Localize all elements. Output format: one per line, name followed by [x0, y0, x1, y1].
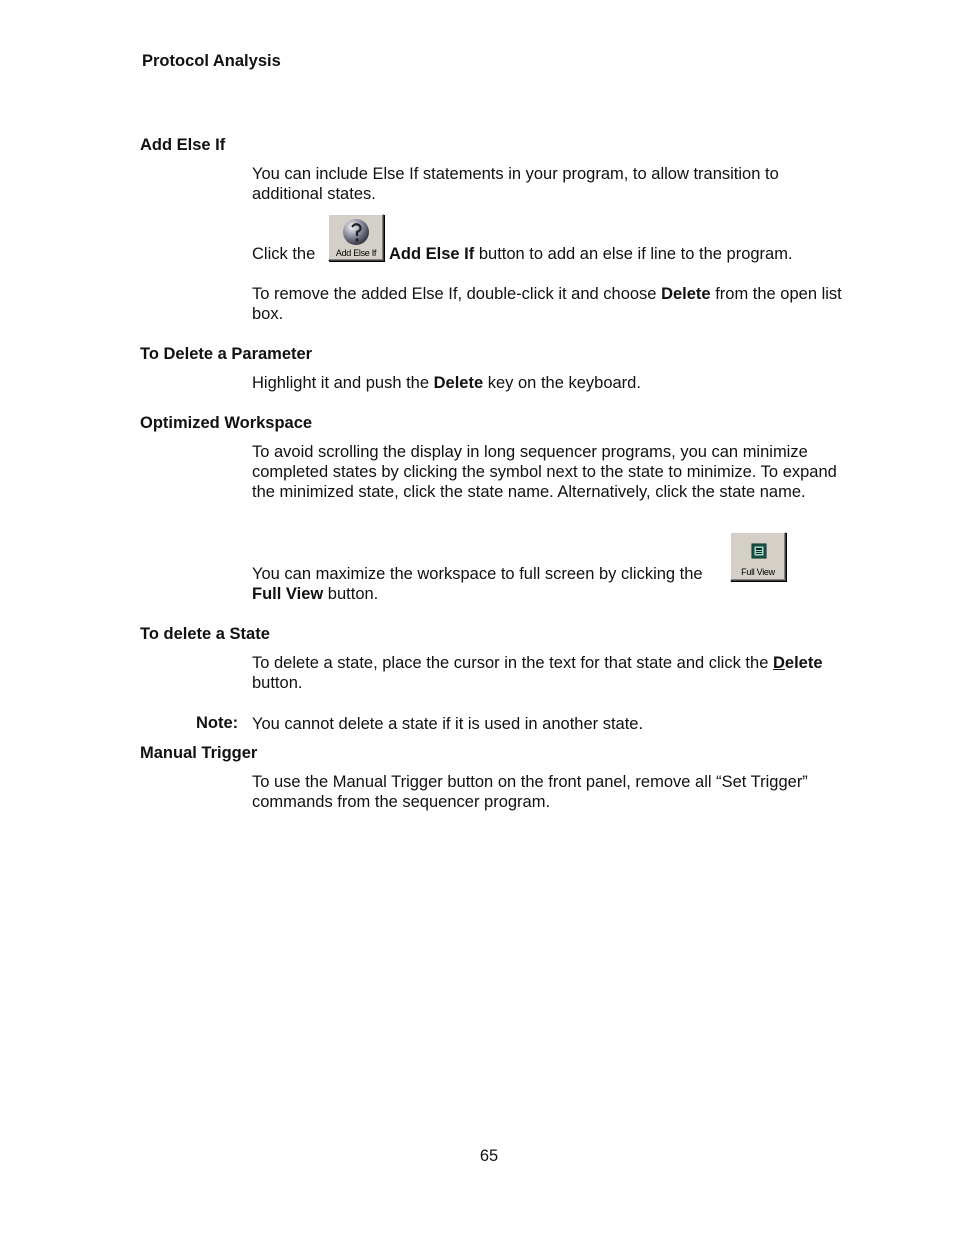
full-view-icon	[751, 543, 767, 559]
add-else-if-click-post: button to add an else if line to the program.	[474, 245, 793, 263]
remove-text-bold: Delete	[661, 285, 711, 303]
add-else-if-click-desc	[389, 244, 859, 264]
delete-state-underline: D	[772, 654, 785, 672]
add-else-if-button-caption: Add Else If	[335, 248, 377, 258]
delete-param-pre: Highlight it and push the	[252, 374, 434, 392]
heading-manual-trigger: Manual Trigger	[140, 744, 258, 762]
add-else-if-remove-para	[252, 284, 852, 324]
delete-param-post: key on the keyboard.	[483, 374, 641, 392]
delete-state-bold: elete	[784, 654, 823, 672]
delete-state-post: button.	[252, 674, 303, 692]
heading-optimized-workspace: Optimized Workspace	[140, 414, 313, 432]
remove-text-post: from the open list box.	[252, 285, 842, 323]
add-else-if-intro: You can include Else If statements in your program, to allow transition to additional states.	[252, 165, 779, 203]
add-else-if-button[interactable]	[328, 214, 384, 261]
else-if-globe-icon	[341, 217, 371, 247]
full-view-post: button.	[323, 585, 379, 603]
full-view-button[interactable]	[730, 532, 786, 581]
heading-add-else-if: Add Else If	[140, 136, 226, 154]
add-else-if-button-name: Add Else If	[389, 245, 475, 263]
optimized-workspace-para2	[252, 564, 732, 604]
page-header-title: Protocol Analysis	[142, 52, 281, 70]
manual-trigger-para: To use the Manual Trigger button on the front panel, remove all “Set Trigger” commands from the sequencer program.	[252, 773, 808, 811]
delete-parameter-para	[252, 373, 852, 393]
note-label: Note:	[196, 714, 239, 732]
heading-delete-state: To delete a State	[140, 625, 270, 643]
remove-text-pre: To remove the added Else If, double-click it and choose	[252, 285, 662, 303]
optimized-workspace-para1: To avoid scrolling the display in long sequencer programs, you can minimize completed states by clicking the symbol next to the state to minimize. To expand the minimized state, click the state name. Alternatively, click the state name.	[252, 443, 837, 501]
delete-state-pre: To delete a state, place the cursor in the text for that state and click the	[252, 654, 773, 672]
page-number: 65	[479, 1147, 499, 1165]
delete-param-bold: Delete	[433, 374, 484, 392]
full-view-pre: You can maximize the workspace to full screen by clicking the	[252, 565, 703, 583]
delete-state-para	[252, 653, 852, 693]
note-text: You cannot delete a state if it is used in another state.	[252, 715, 644, 733]
full-view-button-caption: Full View	[741, 567, 775, 577]
click-the-text: Click the	[252, 245, 316, 263]
heading-delete-parameter: To Delete a Parameter	[140, 345, 313, 363]
full-view-bold: Full View	[252, 585, 324, 603]
